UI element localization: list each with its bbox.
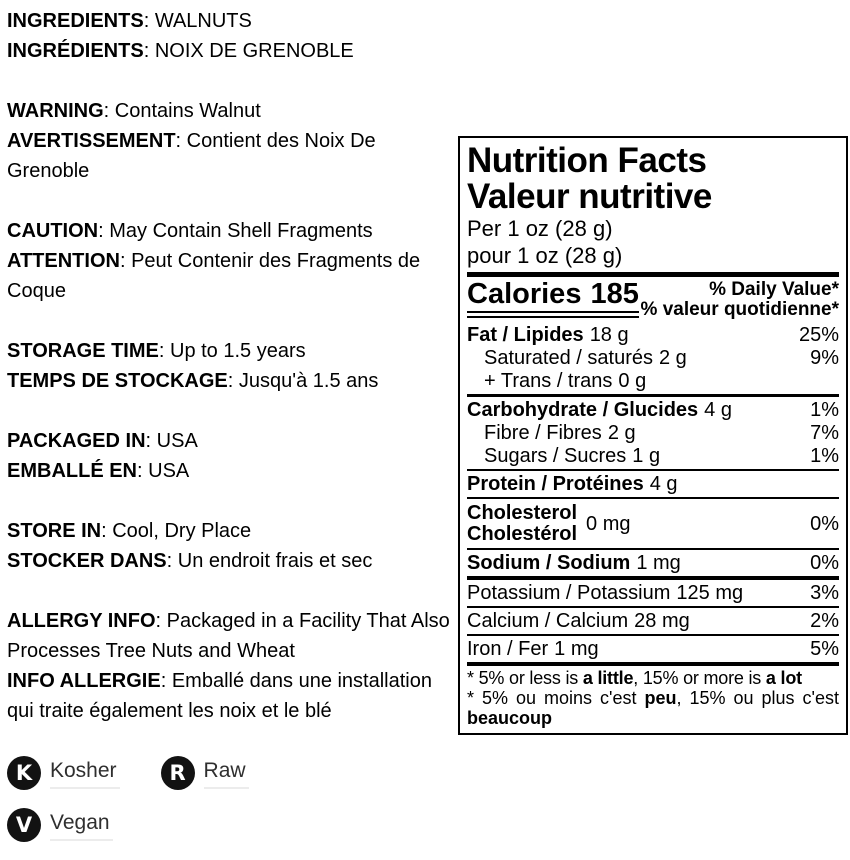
packaged-in-fr-label: EMBALLÉ EN — [7, 460, 137, 482]
allergy-info-fr-value: Emballé dans une installation qui traite également les noix et le blé — [7, 670, 432, 722]
nutrient-row-saturated — [467, 347, 839, 370]
kosher-label: Kosher — [50, 758, 120, 789]
separator: : — [119, 250, 132, 272]
separator: : — [160, 670, 172, 692]
footnote-fr — [467, 688, 839, 728]
footnote-fr-bold-2: beaucoup — [467, 708, 553, 728]
cholesterol-name-fr: Cholestérol — [467, 523, 578, 545]
cholesterol-name-en: Cholesterol — [467, 502, 578, 524]
calories-value: 185 — [590, 278, 639, 310]
separator: : — [227, 370, 239, 392]
packaged-in-en-value: USA — [156, 430, 198, 452]
footnote-en-bold-1: a little — [582, 668, 634, 688]
kosher-badge[interactable] — [7, 756, 120, 790]
footnote-en-text-2: , 15% or more is — [633, 668, 766, 688]
caution-fr — [7, 246, 458, 306]
packaged-in-fr — [7, 456, 458, 486]
sodium-name: Sodium / Sodium — [467, 552, 631, 574]
badge-row-2 — [7, 808, 458, 842]
ingredients-fr-value: NOIX DE GRENOBLE — [154, 40, 354, 62]
fibre-name: Fibre / Fibres — [484, 422, 602, 444]
footnote-fr-bold-1: peu — [644, 688, 677, 708]
fat-dv: 25% — [798, 324, 839, 346]
carbohydrate-dv: 1% — [810, 399, 839, 421]
daily-value-header-en: % Daily Value* — [709, 279, 839, 300]
separator: : — [143, 10, 155, 32]
footnote-en-text-1: * 5% or less is — [467, 668, 583, 688]
nutrient-row-carbohydrate — [467, 399, 839, 422]
saturated-name: Saturated / saturés — [484, 347, 653, 369]
store-in-en-value: Cool, Dry Place — [112, 520, 252, 542]
divider-thick — [467, 576, 839, 580]
protein-name: Protein / Protéines — [467, 473, 644, 495]
protein-amount: 4 g — [649, 473, 678, 495]
nutrient-row-cholesterol — [467, 501, 839, 547]
allergy-info-block — [7, 606, 458, 726]
carbohydrate-amount: 4 g — [704, 399, 732, 421]
separator: : — [145, 430, 157, 452]
nutrient-row-calcium — [467, 610, 839, 633]
daily-value-header — [641, 280, 839, 320]
separator: : — [98, 220, 110, 242]
allergy-info-fr — [7, 666, 458, 726]
raw-label: Raw — [204, 758, 249, 789]
trans-name: + Trans / trans — [484, 370, 613, 392]
warning-en-value: Contains Walnut — [114, 100, 261, 122]
certification-badges — [7, 756, 458, 842]
nutrition-title-en: Nutrition Facts — [467, 141, 707, 180]
iron-name: Iron / Fer — [467, 638, 549, 660]
separator: : — [101, 520, 113, 542]
calories-row — [467, 279, 839, 320]
sugars-amount: 1 g — [632, 445, 661, 467]
calcium-amount: 28 mg — [634, 610, 690, 632]
calcium-dv: 2% — [810, 610, 839, 632]
nutrition-title-fr: Valeur nutritive — [467, 177, 712, 216]
cholesterol-name — [467, 503, 577, 545]
potassium-name: Potassium / Potassium — [467, 582, 671, 604]
daily-value-header-fr: % valeur quotidienne* — [640, 299, 839, 320]
footnote-en — [467, 668, 839, 688]
fat-amount: 18 g — [589, 324, 629, 346]
storage-time-block — [7, 336, 458, 396]
divider — [467, 497, 839, 499]
kosher-icon — [7, 756, 41, 790]
nutrient-row-trans — [467, 370, 839, 393]
divider-medium — [467, 394, 839, 397]
serving-size-en: Per 1 oz (28 g) — [467, 216, 613, 241]
separator: : — [137, 460, 149, 482]
footnote-en-bold-2: a lot — [765, 668, 802, 688]
nutrient-row-fat — [467, 324, 839, 347]
ingredients-fr — [7, 36, 458, 66]
caution-en-label: CAUTION — [7, 220, 99, 242]
carbohydrate-name: Carbohydrate / Glucides — [467, 399, 699, 421]
ingredients-fr-label: INGRÉDIENTS — [7, 40, 144, 62]
nutrient-row-potassium — [467, 582, 839, 605]
cholesterol-dv: 0% — [810, 512, 839, 535]
warning-fr — [7, 126, 458, 186]
calories-text — [467, 279, 639, 318]
raw-badge[interactable] — [161, 756, 249, 790]
sodium-dv: 0% — [810, 552, 839, 574]
vegan-icon-letter: V — [15, 813, 33, 837]
footnote-fr-text-2: , 15% ou plus c'est — [676, 688, 839, 708]
vegan-badge[interactable] — [7, 808, 113, 842]
calories-label: Calories — [467, 278, 582, 310]
caution-en-value: May Contain Shell Fragments — [109, 220, 373, 242]
divider — [467, 606, 839, 608]
raw-icon-letter: R — [169, 761, 186, 785]
storage-time-fr-value: Jusqu'à 1.5 ans — [238, 370, 379, 392]
warning-block — [7, 96, 458, 186]
footnote-fr-text-1: * 5% ou moins c'est — [467, 688, 645, 708]
allergy-info-en-label: ALLERGY INFO — [7, 610, 156, 632]
storage-time-en — [7, 336, 458, 366]
divider — [467, 469, 839, 471]
allergy-info-fr-label: INFO ALLERGIE — [7, 670, 161, 692]
packaged-in-fr-value: USA — [148, 460, 190, 482]
storage-time-en-label: STORAGE TIME — [7, 340, 159, 362]
storage-time-fr — [7, 366, 458, 396]
warning-en — [7, 96, 458, 126]
store-in-fr — [7, 546, 458, 576]
allergy-info-en-value: Packaged in a Facility That Also Processes Tree Nuts and Wheat — [7, 610, 450, 662]
nutrient-row-iron — [467, 638, 839, 661]
caution-fr-value: Peut Contenir des Fragments de Coque — [7, 250, 421, 302]
storage-time-en-value: Up to 1.5 years — [170, 340, 306, 362]
ingredients-block — [7, 6, 458, 66]
footnote — [467, 668, 839, 728]
kosher-icon-letter: K — [15, 761, 33, 785]
nutrient-row-protein — [467, 473, 839, 496]
raw-icon — [161, 756, 195, 790]
store-in-fr-value: Un endroit frais et sec — [177, 550, 373, 572]
packaged-in-en-label: PACKAGED IN — [7, 430, 146, 452]
vegan-label: Vegan — [50, 810, 113, 841]
store-in-en-label: STORE IN — [7, 520, 102, 542]
caution-block — [7, 216, 458, 306]
divider — [467, 634, 839, 636]
separator: : — [143, 40, 155, 62]
nutrient-row-fibre — [467, 422, 839, 445]
cholesterol-amount: 0 mg — [586, 512, 631, 535]
fibre-dv: 7% — [810, 422, 839, 444]
ingredients-en-label: INGREDIENTS — [7, 10, 144, 32]
packaged-in-block — [7, 426, 458, 486]
caution-en — [7, 216, 458, 246]
serving-size-fr: pour 1 oz (28 g) — [467, 243, 623, 268]
separator: : — [155, 610, 167, 632]
ingredients-en — [7, 6, 458, 36]
warning-en-label: WARNING — [7, 100, 104, 122]
divider-thick — [467, 272, 839, 277]
potassium-amount: 125 mg — [676, 582, 744, 604]
separator: : — [158, 340, 170, 362]
nutrient-row-sodium — [467, 552, 839, 575]
warning-fr-label: AVERTISSEMENT — [7, 130, 176, 152]
iron-dv: 5% — [810, 638, 839, 660]
calcium-name: Calcium / Calcium — [467, 610, 629, 632]
sodium-amount: 1 mg — [636, 552, 681, 574]
store-in-fr-label: STOCKER DANS — [7, 550, 167, 572]
separator: : — [175, 130, 187, 152]
packaged-in-en — [7, 426, 458, 456]
sugars-dv: 1% — [810, 445, 839, 467]
storage-time-fr-label: TEMPS DE STOCKAGE — [7, 370, 228, 392]
badge-row-1 — [7, 756, 458, 790]
separator: : — [166, 550, 178, 572]
caution-fr-label: ATTENTION — [7, 250, 120, 272]
vegan-icon — [7, 808, 41, 842]
nutrition-facts-label — [458, 136, 848, 735]
store-in-block — [7, 516, 458, 576]
nutrient-row-sugars — [467, 445, 839, 468]
ingredients-en-value: WALNUTS — [154, 10, 252, 32]
saturated-amount: 2 g — [658, 347, 687, 369]
store-in-en — [7, 516, 458, 546]
trans-amount: 0 g — [618, 370, 647, 392]
potassium-dv: 3% — [810, 582, 839, 604]
divider — [467, 548, 839, 550]
sugars-name: Sugars / Sucres — [484, 445, 627, 467]
fibre-amount: 2 g — [607, 422, 636, 444]
saturated-dv: 9% — [810, 347, 839, 369]
separator: : — [103, 100, 115, 122]
fat-name: Fat / Lipides — [467, 324, 584, 346]
allergy-info-en — [7, 606, 458, 666]
iron-amount: 1 mg — [554, 638, 599, 660]
warning-fr-value: Contient des Noix De Grenoble — [7, 130, 376, 182]
divider-thick — [467, 662, 839, 666]
